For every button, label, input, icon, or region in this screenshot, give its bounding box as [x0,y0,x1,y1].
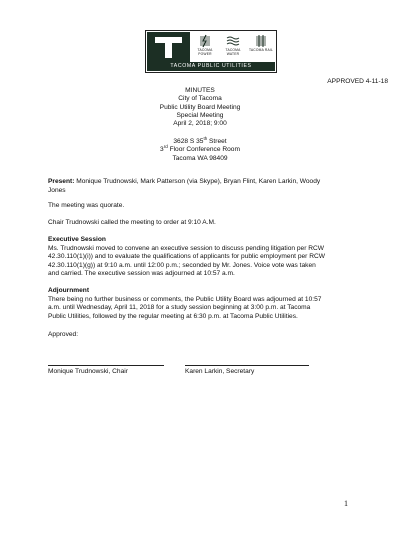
executive-session-section [48,236,393,279]
signature-line-secretary [185,365,309,366]
header-title: MINUTES [185,87,215,94]
approved-label: Approved: [48,331,79,338]
signature-secretary-name: Karen Larkin, Secretary [185,368,255,375]
executive-line: Ms. Trudnowski moved to convene an executive session to discuss pending litigation per RCW [48,244,324,252]
approved-stamp: APPROVED 4-11-18 [327,78,388,85]
logo-division-rail: TACOMA RAIL [247,32,275,62]
signature-line-chair [48,365,164,366]
adjournment-section [48,287,393,321]
minutes-header [0,87,400,128]
present-label: Present: [48,178,75,185]
header-city: City of Tacoma [178,95,222,103]
page-number: 1 [344,499,348,508]
meeting-address [0,135,400,163]
adjournment-line: a.m. until Wednesday, April 11, 2018 for a study session beginning at 3:00 p.m. at Tacoma [48,304,311,312]
executive-line: 42.30.110(1)(i)) and to evaluate the qualifications of applicants for public employment per RCW [48,253,325,261]
executive-line: 42.30.110(1)(g)) at 9:10 a.m. until 12:00 p.m.; seconded by Mr. Jones. Voice vote was taken [48,261,316,269]
water-waves-icon [226,34,240,48]
lightning-waves-icon [198,34,212,48]
present-names-cont: Jones [48,186,66,194]
signature-chair-name: Monique Trudnowski, Chair [48,368,128,375]
header-date: April 2, 2018; 9:00 [173,120,227,128]
logo-division-power: TACOMA POWER [191,32,219,62]
address-city: Tacoma WA 98409 [172,154,228,162]
tacoma-public-utilities-logo [145,30,277,73]
adjournment-heading: Adjournment [48,287,90,294]
present-names: Monique Trudnowski, Mark Patterson (via Skype), Bryan Flint, Karen Larkin, Woody [74,178,321,185]
adjournment-line: Public Utilities, followed by the regular meeting at 6:30 p.m. at Tacoma Public Utilities. [48,312,298,320]
logo-division-water: TACOMA WATER [219,32,247,62]
quorate-statement: The meeting was quorate. [48,202,125,209]
present-section [48,178,393,195]
header-board: Public Utility Board Meeting [159,103,241,111]
logo-bar-text: TACOMA PUBLIC UTILITIES [147,62,275,71]
address-room: 3rd Floor Conference Room [160,144,240,154]
call-to-order: Chair Trudnowski called the meeting to order at 9:10 A.M. [48,219,216,226]
adjournment-line: There being no further business or comments, the Public Utility Board was adjourned at 10:57 [48,295,322,303]
tacoma-t-logo-icon [147,32,190,62]
address-street: 3628 S 35th Street [173,135,227,145]
header-meeting-type: Special Meeting [176,111,224,119]
executive-session-heading: Executive Session [48,236,106,243]
executive-line: and carried. The executive session was adjourned at 10:57 a.m. [48,270,235,278]
rail-lines-icon [254,34,268,48]
